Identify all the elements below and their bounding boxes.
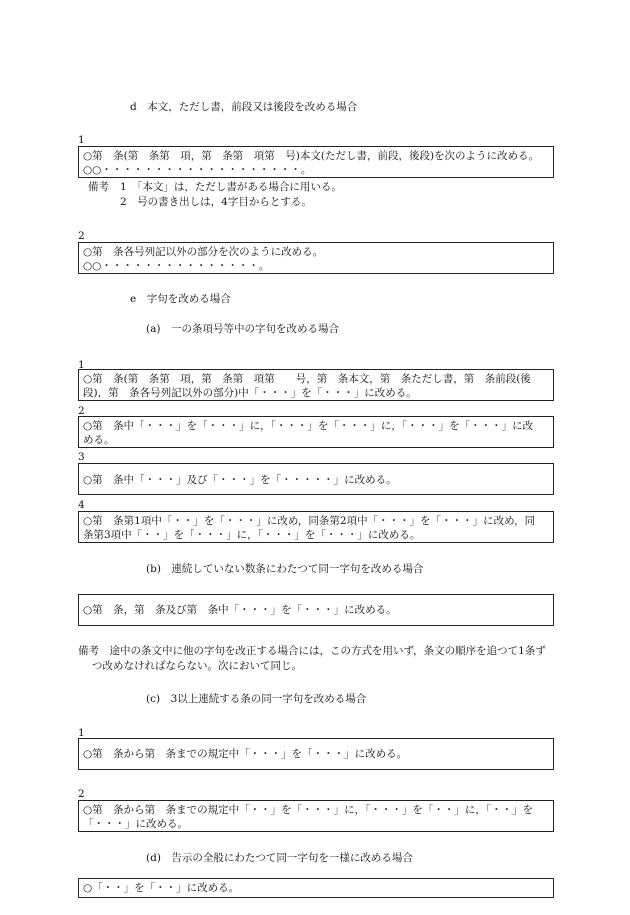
d-example-2-line-2: ○○・・・・・・・・・・・・・・・。	[83, 260, 270, 272]
section-e-heading: e 字句を改める場合	[130, 293, 231, 305]
section-d-heading: d 本文，ただし書，前段又は後段を改める場合	[130, 101, 358, 113]
e-a-example-4-box	[78, 511, 554, 543]
d-example-1-number: 1	[78, 134, 85, 146]
e-b-example-1-box	[78, 594, 554, 626]
e-a-example-3-number: 3	[78, 451, 85, 463]
e-a-example-2-box	[78, 416, 554, 448]
e-c-example-2-number: 2	[78, 788, 85, 800]
e-c-example-1-number: 1	[78, 727, 85, 739]
e-c-example-1-line-1: ○第 条から第 条までの規定中「・・・」を「・・・」に改める。	[83, 748, 408, 760]
e-a-example-1-line-1: ○第 条(第 条第 項，第 条第 項第 号，第 条本文，第 条ただし書，第 条前段(後	[83, 373, 531, 385]
d-example-1-line-2: ○○・・・・・・・・・・・・・・・・・・・。	[83, 164, 312, 176]
e-a-example-2-line-1: ○第 条中「・・・」を「・・・」に，「・・・」を「・・・」に，「・・・」を「・・・」に改	[83, 420, 534, 432]
e-a-example-1-line-2: 段)，第 条各号列記以外の部分)中「・・・」を「・・・」に改める。	[83, 387, 417, 399]
e-a-example-3-box	[78, 463, 554, 495]
e-b-note-line-1: 備考 途中の条文中に他の字句を改正する場合には，この方式を用いず，条文の順序を追つて1条ず	[78, 645, 546, 657]
d-example-1-line-1: ○第 条(第 条第 項，第 条第 項第 号)本文(ただし書，前段，後段)を次のように改める。	[83, 150, 540, 162]
e-d-example-1-line-1: ○「・・」を「・・」に改める。	[83, 882, 240, 894]
e-c-example-2-line-1: ○第 条から第 条までの規定中「・・」を「・・・」に，「・・・」を「・・」に，「・・」を	[83, 804, 534, 816]
e-d-example-1-box	[78, 878, 554, 898]
e-c-example-2-box	[78, 800, 554, 832]
e-b-note-line-2: つ改めなければならない。次において同じ。	[92, 660, 302, 672]
e-a-example-2-line-2: める。	[83, 434, 115, 446]
e-a-example-3-line-1: ○第 条中「・・・」及び「・・・」を「・・・・・」に改める。	[83, 474, 397, 486]
e-a-example-4-line-2: 条第3項中「・・」を「・・・」に，「・・・」を「・・・」に改める。	[83, 529, 421, 541]
section-e-d-heading: (d) 告示の全般にわたつて同一字句を一様に改める場合	[146, 852, 413, 864]
d-example-2-number: 2	[78, 230, 85, 242]
e-a-example-2-number: 2	[78, 405, 85, 417]
e-a-example-1-number: 1	[78, 359, 85, 371]
e-a-example-4-number: 4	[78, 499, 85, 511]
d-example-2-line-1: ○第 条各号列記以外の部分を次のように改める。	[83, 246, 324, 258]
d-note-label: 備考	[88, 181, 109, 193]
section-e-b-heading: (b) 連続していない数条にわたつて同一字句を改める場合	[146, 563, 424, 575]
d-example-2-box	[78, 242, 554, 274]
e-a-example-1-box	[78, 369, 554, 401]
d-example-1-box	[78, 146, 554, 178]
d-note-item-2: 2 号の書き出しは，4字目からとする。	[120, 196, 312, 208]
d-note-item-1: 1 「本文」は，ただし書がある場合に用いる。	[120, 181, 342, 193]
e-c-example-1-box	[78, 738, 554, 770]
section-e-c-heading: (c) 3以上連続する条の同一字句を改める場合	[146, 693, 367, 705]
e-a-example-4-line-1: ○第 条第1項中「・・」を「・・・」に改め，同条第2項中「・・・」を「・・・」に改め，同	[83, 515, 536, 527]
e-c-example-2-line-2: 「・・・」に改める。	[83, 818, 188, 830]
e-b-example-1-line-1: ○第 条，第 条及び第 条中「・・・」を「・・・」に改める。	[83, 604, 397, 616]
section-e-a-heading: (a) 一の条項号等中の字句を改める場合	[146, 323, 339, 335]
